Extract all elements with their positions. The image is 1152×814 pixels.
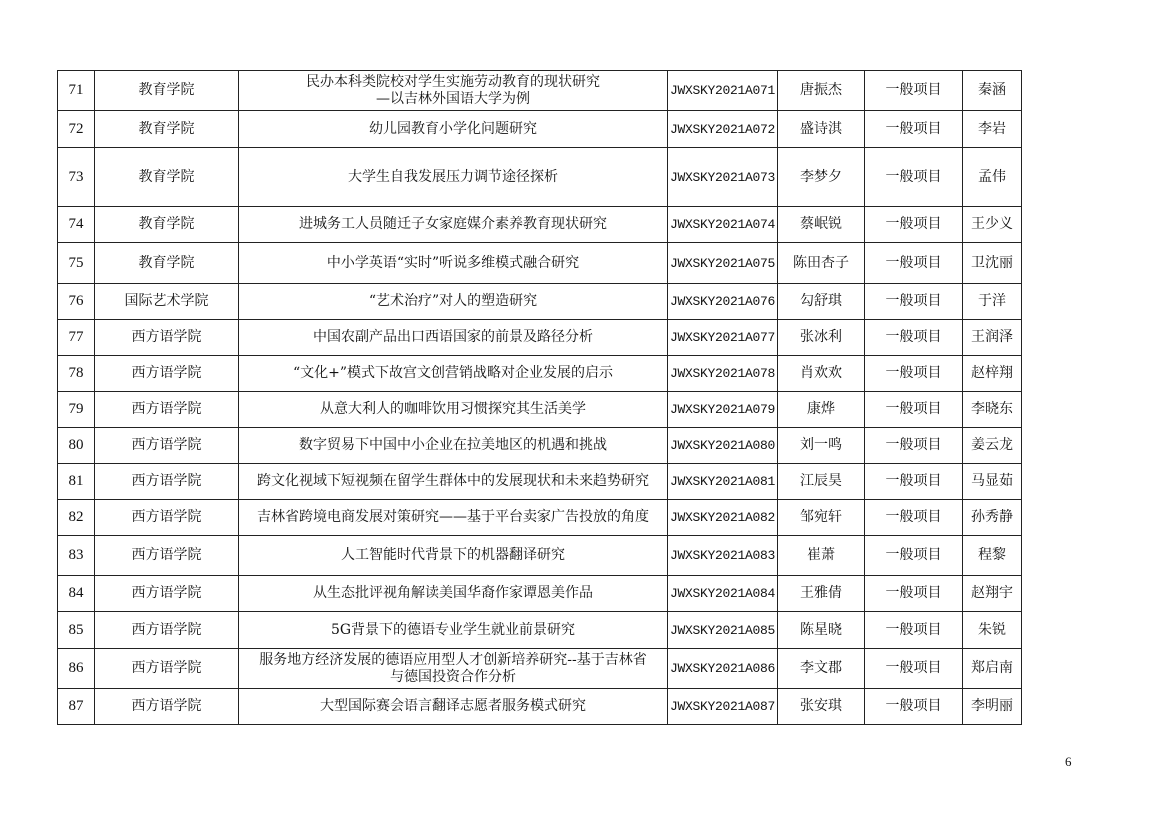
table-row [58, 148, 1022, 207]
project-type-cell: 一般项目 [865, 356, 963, 392]
project-code-cell: JWXSKY2021A086 [668, 649, 778, 689]
project-title-line: 大学生自我发展压力调节途径探析 [348, 168, 558, 185]
table-row [58, 612, 1022, 649]
table-row [58, 536, 1022, 576]
project-type-cell: 一般项目 [865, 500, 963, 536]
table-row [58, 71, 1022, 111]
project-title-line: 从生态批评视角解读美国华裔作家谭恩美作品 [313, 585, 593, 601]
college-cell: 西方语学院 [95, 500, 239, 536]
leader-cell: 陈田杏子 [778, 243, 865, 284]
table-row [58, 320, 1022, 356]
college-cell: 西方语学院 [95, 576, 239, 612]
college-cell: 教育学院 [95, 207, 239, 243]
row-number: 74 [58, 207, 95, 243]
project-title-line: 大型国际赛会语言翻译志愿者服务模式研究 [320, 698, 586, 714]
college-cell: 西方语学院 [95, 536, 239, 576]
college-cell: 教育学院 [95, 243, 239, 284]
project-code-cell: JWXSKY2021A075 [668, 243, 778, 284]
leader-cell: 李梦夕 [778, 148, 865, 207]
page-number: 6 [1065, 754, 1072, 769]
project-title-cell [239, 356, 668, 392]
project-title-cell [239, 392, 668, 428]
college-cell: 教育学院 [95, 111, 239, 148]
project-title-cell [239, 612, 668, 649]
table-row [58, 207, 1022, 243]
project-title-cell [239, 500, 668, 536]
row-number: 77 [58, 320, 95, 356]
project-type-cell: 一般项目 [865, 612, 963, 649]
college-cell: 国际艺术学院 [95, 284, 239, 320]
project-title-line: 吉林省跨境电商发展对策研究——基于平台卖家广告投放的角度 [257, 509, 649, 525]
leader-cell: 唐振杰 [778, 71, 865, 111]
leader-cell: 李文郡 [778, 649, 865, 689]
project-code-cell: JWXSKY2021A076 [668, 284, 778, 320]
project-code-cell: JWXSKY2021A080 [668, 428, 778, 464]
project-title-line: “艺术治疗”对人的塑造研究 [368, 293, 538, 309]
project-type-cell: 一般项目 [865, 649, 963, 689]
project-type-cell: 一般项目 [865, 576, 963, 612]
row-number: 87 [58, 689, 95, 725]
project-code-cell: JWXSKY2021A085 [668, 612, 778, 649]
row-number: 78 [58, 356, 95, 392]
project-type-cell: 一般项目 [865, 111, 963, 148]
project-code-cell: JWXSKY2021A079 [668, 392, 778, 428]
project-code-cell: JWXSKY2021A071 [668, 71, 778, 111]
row-number: 83 [58, 536, 95, 576]
project-title-line: 民办本科类院校对学生实施劳动教育的现状研究 [306, 73, 600, 90]
project-type-cell: 一般项目 [865, 392, 963, 428]
advisor-cell: 姜云龙 [963, 428, 1022, 464]
leader-cell: 勾舒琪 [778, 284, 865, 320]
advisor-cell: 马显茹 [963, 464, 1022, 500]
row-number: 84 [58, 576, 95, 612]
project-title-line: 与德国投资合作分析 [390, 668, 516, 685]
project-title-cell [239, 320, 668, 356]
college-cell: 西方语学院 [95, 428, 239, 464]
row-number: 79 [58, 392, 95, 428]
advisor-cell: 王润泽 [963, 320, 1022, 356]
college-cell: 西方语学院 [95, 464, 239, 500]
project-title-cell [239, 576, 668, 612]
project-title-cell [239, 148, 668, 207]
advisor-cell: 孟伟 [963, 148, 1022, 207]
table-row [58, 464, 1022, 500]
project-title-line: 中国农副产品出口西语国家的前景及路径分析 [313, 329, 593, 345]
college-cell: 西方语学院 [95, 612, 239, 649]
row-number: 73 [58, 148, 95, 207]
college-cell: 西方语学院 [95, 689, 239, 725]
project-title-cell [239, 689, 668, 725]
table-row [58, 392, 1022, 428]
leader-cell: 肖欢欢 [778, 356, 865, 392]
college-cell: 教育学院 [95, 71, 239, 111]
project-type-cell: 一般项目 [865, 243, 963, 284]
college-cell: 西方语学院 [95, 649, 239, 689]
project-code-cell: JWXSKY2021A072 [668, 111, 778, 148]
college-cell: 西方语学院 [95, 356, 239, 392]
project-title-cell [239, 111, 668, 148]
advisor-cell: 李岩 [963, 111, 1022, 148]
project-title-line: 进城务工人员随迁子女家庭媒介素养教育现状研究 [299, 216, 607, 232]
project-type-cell: 一般项目 [865, 464, 963, 500]
project-title-line: —以吉林外国语大学为例 [376, 90, 530, 107]
table-row [58, 576, 1022, 612]
table-row [58, 111, 1022, 148]
project-title-line: 从意大利人的咖啡饮用习惯探究其生活美学 [320, 401, 586, 417]
project-table [57, 70, 1022, 725]
row-number: 82 [58, 500, 95, 536]
project-title-line: 人工智能时代背景下的机器翻译研究 [341, 547, 565, 563]
row-number: 86 [58, 649, 95, 689]
leader-cell: 王雅倩 [778, 576, 865, 612]
table-row [58, 356, 1022, 392]
project-title-cell [239, 71, 668, 111]
leader-cell: 盛诗淇 [778, 111, 865, 148]
college-cell: 西方语学院 [95, 392, 239, 428]
row-number: 76 [58, 284, 95, 320]
project-type-cell: 一般项目 [865, 71, 963, 111]
table-row [58, 428, 1022, 464]
project-title-cell [239, 243, 668, 284]
project-title-line: 数字贸易下中国中小企业在拉美地区的机遇和挑战 [299, 437, 607, 453]
advisor-cell: 赵梓翔 [963, 356, 1022, 392]
advisor-cell: 郑启南 [963, 649, 1022, 689]
project-type-cell: 一般项目 [865, 284, 963, 320]
advisor-cell: 程黎 [963, 536, 1022, 576]
college-cell: 西方语学院 [95, 320, 239, 356]
project-title-cell [239, 284, 668, 320]
row-number: 80 [58, 428, 95, 464]
project-type-cell: 一般项目 [865, 320, 963, 356]
project-type-cell: 一般项目 [865, 428, 963, 464]
leader-cell: 蔡岷锐 [778, 207, 865, 243]
advisor-cell: 卫沈丽 [963, 243, 1022, 284]
leader-cell: 张安琪 [778, 689, 865, 725]
advisor-cell: 于洋 [963, 284, 1022, 320]
leader-cell: 康烨 [778, 392, 865, 428]
project-code-cell: JWXSKY2021A074 [668, 207, 778, 243]
row-number: 72 [58, 111, 95, 148]
project-title-cell [239, 649, 668, 689]
table-row [58, 500, 1022, 536]
advisor-cell: 李明丽 [963, 689, 1022, 725]
table-body [58, 71, 1022, 725]
leader-cell: 崔萧 [778, 536, 865, 576]
project-code-cell: JWXSKY2021A083 [668, 536, 778, 576]
project-type-cell: 一般项目 [865, 689, 963, 725]
project-title-cell [239, 428, 668, 464]
college-cell: 教育学院 [95, 148, 239, 207]
project-code-cell: JWXSKY2021A084 [668, 576, 778, 612]
leader-cell: 刘一鸣 [778, 428, 865, 464]
advisor-cell: 王少义 [963, 207, 1022, 243]
project-title-cell [239, 207, 668, 243]
advisor-cell: 朱锐 [963, 612, 1022, 649]
advisor-cell: 赵翔宇 [963, 576, 1022, 612]
project-code-cell: JWXSKY2021A078 [668, 356, 778, 392]
project-code-cell: JWXSKY2021A087 [668, 689, 778, 725]
project-type-cell: 一般项目 [865, 148, 963, 207]
table-row [58, 689, 1022, 725]
advisor-cell: 孙秀静 [963, 500, 1022, 536]
project-title-cell [239, 464, 668, 500]
project-title-line: 5G背景下的德语专业学生就业前景研究 [330, 621, 576, 638]
project-code-cell: JWXSKY2021A073 [668, 148, 778, 207]
project-code-cell: JWXSKY2021A082 [668, 500, 778, 536]
row-number: 85 [58, 612, 95, 649]
project-title-line: 幼儿园教育小学化问题研究 [369, 120, 537, 137]
project-title-line: 服务地方经济发展的德语应用型人才创新培养研究--基于吉林省 [259, 651, 647, 668]
project-title-line: 中小学英语“实时”听说多维模式融合研究 [326, 254, 580, 271]
row-number: 75 [58, 243, 95, 284]
leader-cell: 邹宛轩 [778, 500, 865, 536]
advisor-cell: 李晓东 [963, 392, 1022, 428]
project-title-cell [239, 536, 668, 576]
project-type-cell: 一般项目 [865, 207, 963, 243]
advisor-cell: 秦涵 [963, 71, 1022, 111]
project-title-line: 跨文化视域下短视频在留学生群体中的发展现状和未来趋势研究 [257, 473, 649, 489]
row-number: 81 [58, 464, 95, 500]
row-number: 71 [58, 71, 95, 111]
project-code-cell: JWXSKY2021A077 [668, 320, 778, 356]
leader-cell: 江辰昊 [778, 464, 865, 500]
leader-cell: 陈星晓 [778, 612, 865, 649]
leader-cell: 张冰利 [778, 320, 865, 356]
table-row [58, 649, 1022, 689]
project-type-cell: 一般项目 [865, 536, 963, 576]
project-title-line: “文化+”模式下故宫文创营销战略对企业发展的启示 [292, 365, 614, 381]
table-row [58, 284, 1022, 320]
project-code-cell: JWXSKY2021A081 [668, 464, 778, 500]
table-row [58, 243, 1022, 284]
